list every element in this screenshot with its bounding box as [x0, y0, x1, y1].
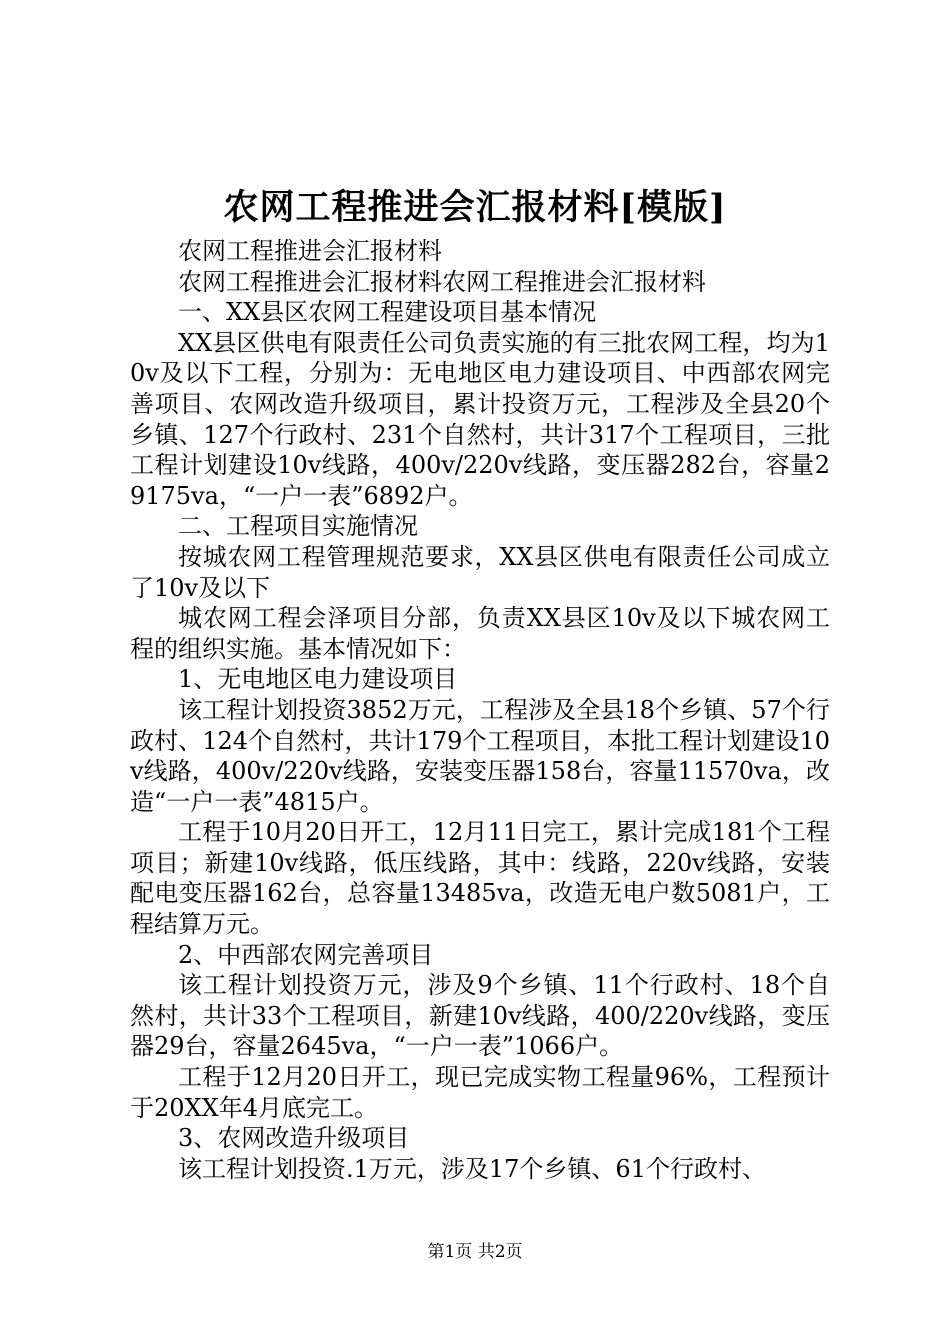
subsection-heading: 2、中西部农网完善项目 [178, 940, 434, 969]
paragraph: 城农网工程会泽项目分部，负责XX县区10v及以下城农网工程的组织实施。基本情况如下： [130, 604, 830, 663]
section-heading: 二、工程项目实施情况 [178, 512, 418, 541]
paragraph: XX县区供电有限责任公司负责实施的有三批农网工程，均为10v及以下工程，分别为：无电地区电力建设项目、中西部农网完善项目、农网改造升级项目，累计投资万元，工程涉及全县20个乡镇、127个行政村、231个自然村，共计317个工程项目，三批工程计划建设10v线路，400v/220v线路，变压器282台，容量29175va，“一户一表”6892户。 [130, 328, 830, 510]
document-title: 农网工程推进会汇报材料[模版] [223, 187, 727, 228]
paragraph: 工程于12月20日开工，现已完成实物工程量96%，工程预计于20XX年4月底完工。 [130, 1063, 830, 1122]
section-heading: 一、XX县区农网工程建设项目基本情况 [178, 298, 597, 327]
paragraph: 工程于10月20日开工，12月11日完工，累计完成181个工程项目；新建10v线路，低压线路，其中：线路，220v线路，安装配电变压器162台，总容量13485va，改造无电户数5081户，工程结算万元。 [130, 818, 830, 939]
subsection-heading: 3、农网改造升级项目 [178, 1124, 410, 1153]
paragraph: 该工程计划投资3852万元，工程涉及全县18个乡镇、57个行政村、124个自然村，共计179个工程项目，本批工程计划建设10v线路，400v/220v线路，安装变压器158台，容量11570va，改造“一户一表”4815户。 [130, 695, 830, 816]
paragraph: 该工程计划投资万元，涉及9个乡镇、11个行政村、18个自然村，共计33个工程项目，新建10v线路，400/220v线路，变压器29台，容量2645va，“一户一表”1066户。 [130, 971, 830, 1061]
paragraph: 按城农网工程管理规范要求，XX县区供电有限责任公司成立了10v及以下 [130, 542, 830, 602]
subsection-heading: 1、无电地区电力建设项目 [178, 665, 458, 694]
paragraph: 该工程计划投资.1万元，涉及17个乡镇、61个行政村、 [178, 1154, 766, 1183]
paragraph: 农网工程推进会汇报材料农网工程推进会汇报材料 [178, 267, 706, 296]
paragraph: 农网工程推进会汇报材料 [178, 237, 442, 265]
document-body [130, 236, 830, 1184]
page-footer: 第1页 共2页 [427, 1242, 523, 1262]
